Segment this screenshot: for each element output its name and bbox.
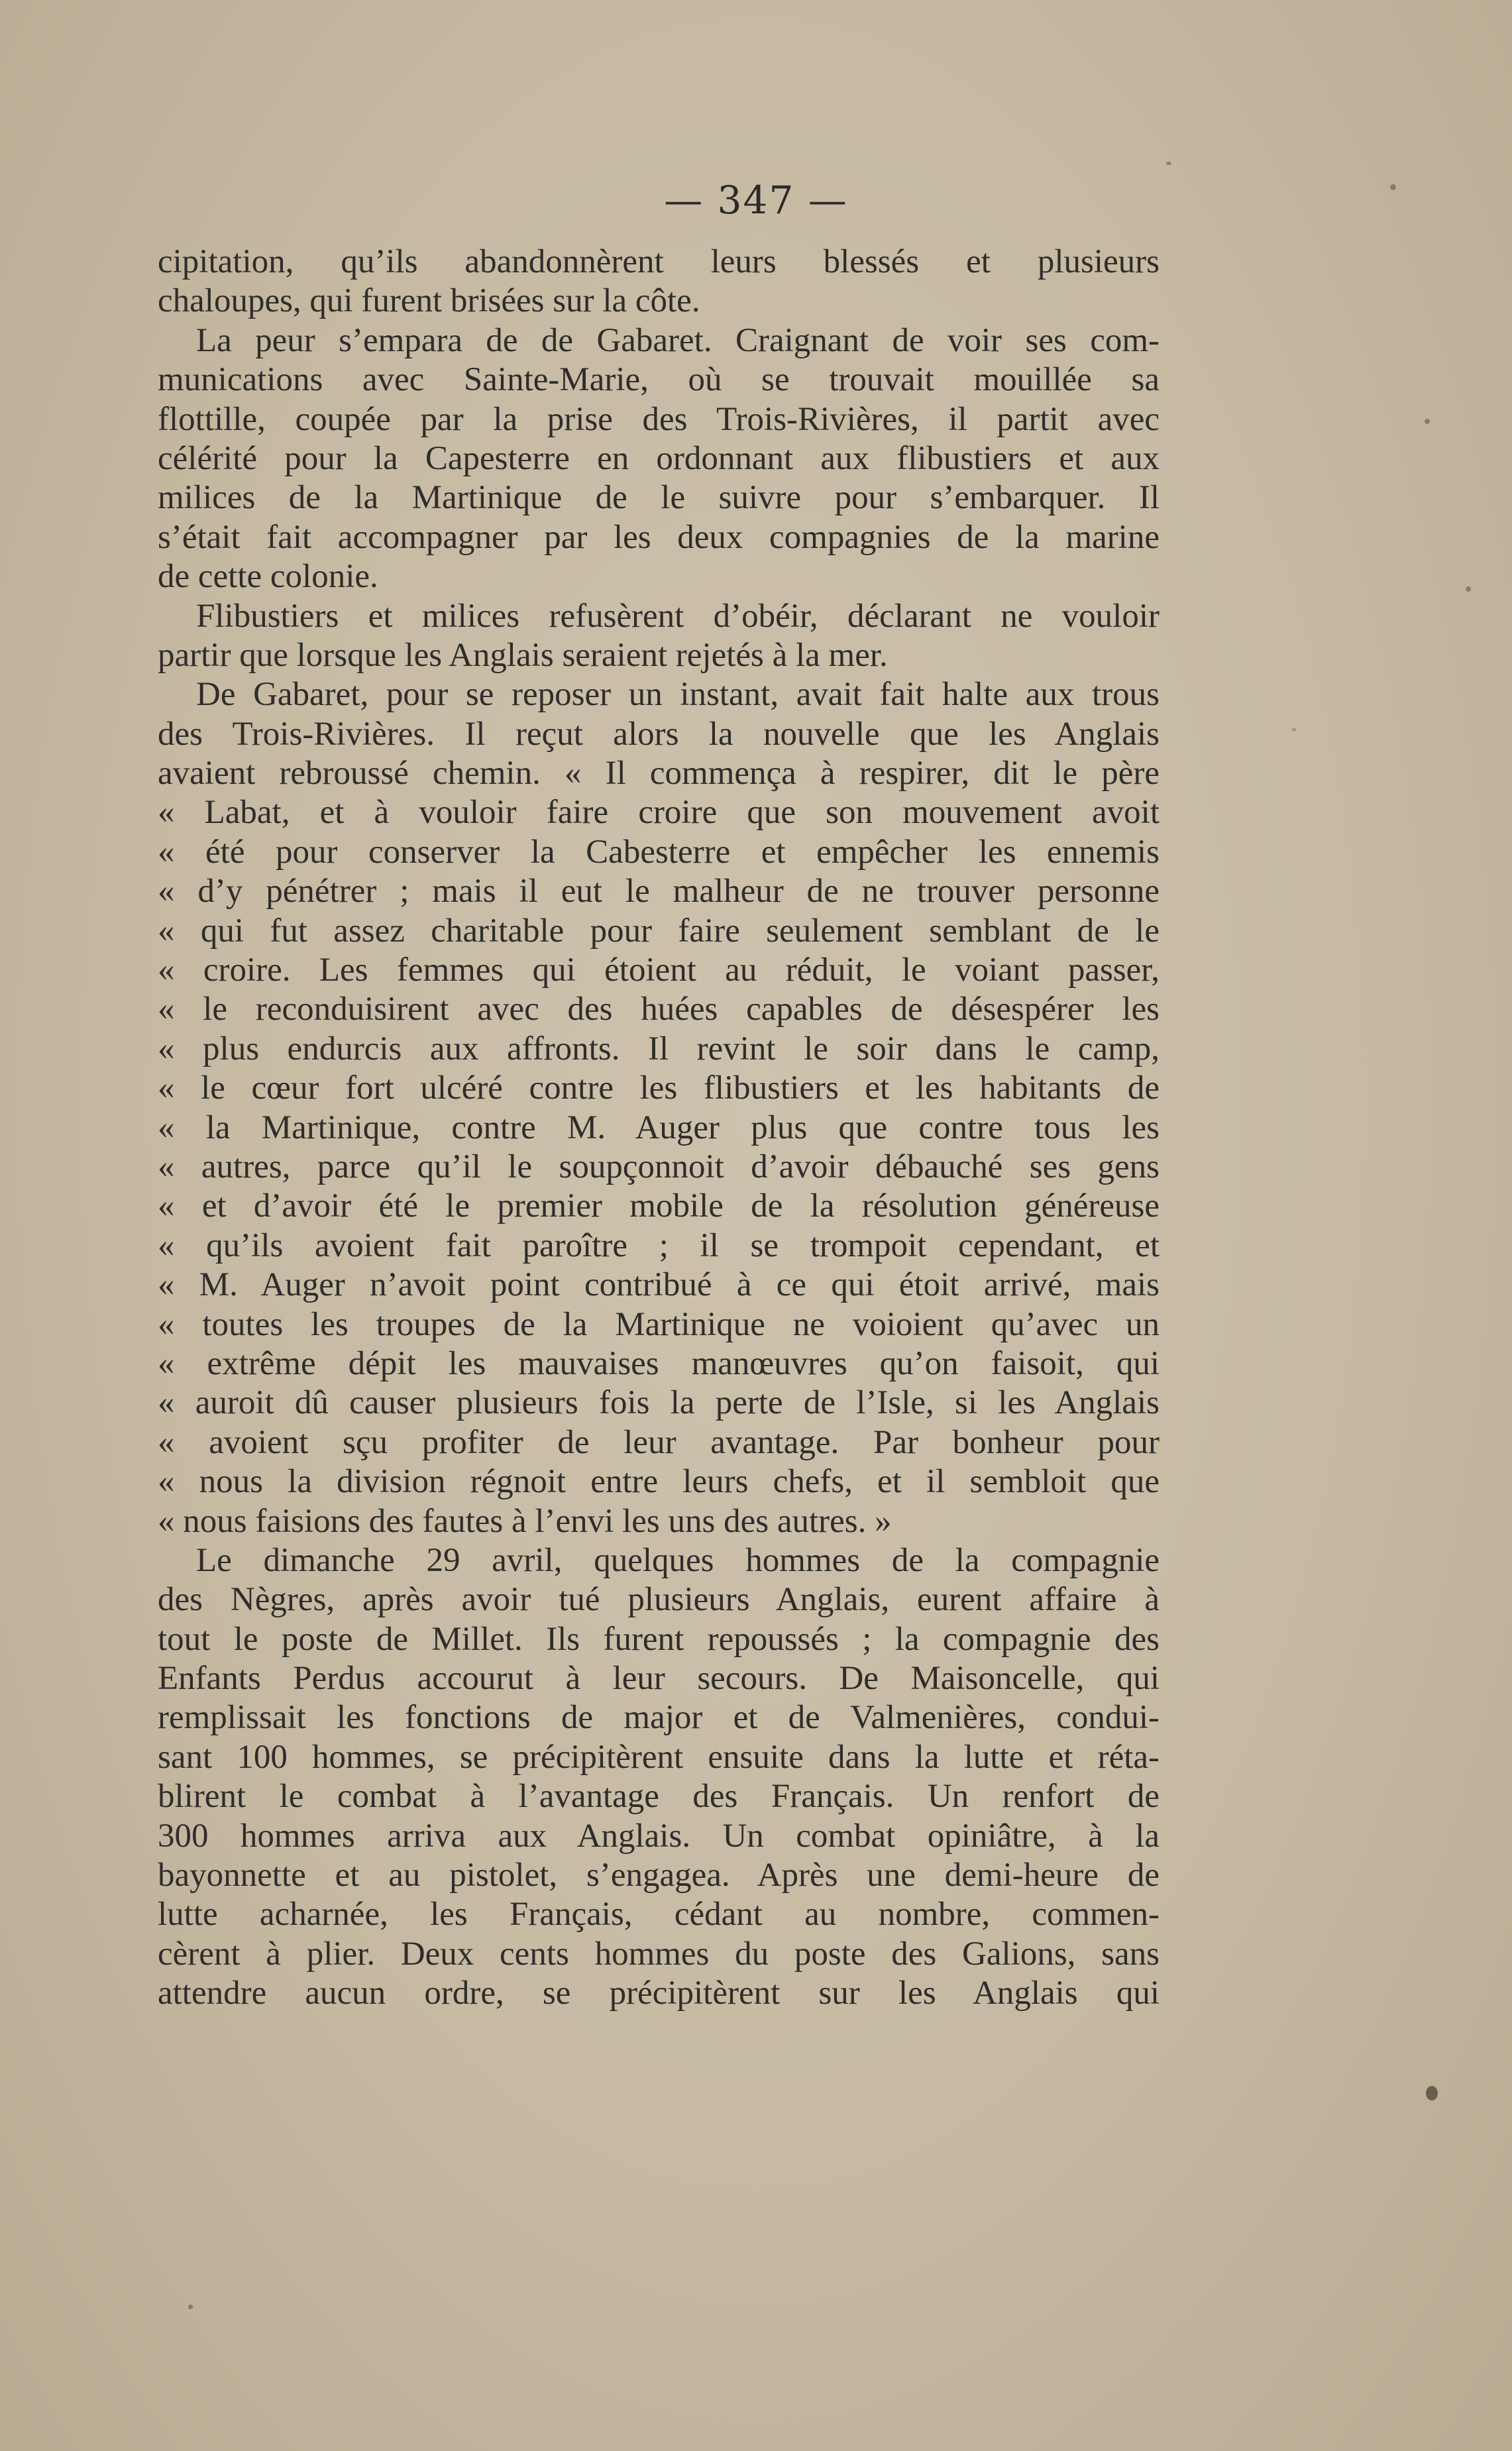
text-line: flottille, coupée par la prise des Trois-Rivières, il partit avec xyxy=(158,400,1160,438)
text-line: célérité pour la Capesterre en ordonnant aux flibustiers et aux xyxy=(158,439,1160,477)
paper-speck xyxy=(1466,586,1471,592)
text-line: avaient rebroussé chemin. « Il commença à respirer, dit le père xyxy=(158,755,1160,792)
text-line: sant 100 hommes, se précipitèrent ensuite dans la lutte et réta- xyxy=(158,1738,1160,1776)
text-line: munications avec Sainte-Marie, où se trouvait mouillée sa xyxy=(158,361,1160,399)
paper-speck xyxy=(1292,728,1296,732)
text-line: de cette colonie. xyxy=(158,558,378,596)
text-line: « plus endurcis aux affronts. Il revint le soir dans le camp, xyxy=(158,1030,1160,1067)
page-number: — 347 — xyxy=(664,178,848,223)
text-line: Enfants Perdus accourut à leur secours. De Maisoncelle, qui xyxy=(158,1660,1160,1698)
body-text xyxy=(158,243,1160,2014)
text-line: « auroit dû causer plusieurs fois la perte de l’Isle, si les Anglais xyxy=(158,1384,1160,1422)
paper-speck xyxy=(188,2305,193,2309)
text-line: des Trois-Rivières. Il reçut alors la nouvelle que les Anglais xyxy=(158,715,1160,753)
text-line: Le dimanche 29 avril, quelques hommes de la compagnie xyxy=(196,1541,1160,1579)
text-line: « été pour conserver la Cabesterre et empêcher les ennemis xyxy=(158,833,1160,871)
text-line: s’était fait accompagner par les deux compagnies de la marine xyxy=(158,518,1160,556)
text-line: cèrent à plier. Deux cents hommes du poste des Galions, sans xyxy=(158,1935,1160,1973)
paper-speck xyxy=(1166,162,1171,165)
text-line: remplissait les fonctions de major et de Valmenières, condui- xyxy=(158,1699,1160,1737)
text-line: « autres, parce qu’il le soupçonnoit d’avoir débauché ses gens xyxy=(158,1148,1160,1185)
text-line: milices de la Martinique de le suivre pour s’embarquer. Il xyxy=(158,479,1160,517)
text-line: 300 hommes arriva aux Anglais. Un combat opiniâtre, à la xyxy=(158,1817,1160,1855)
text-line: lutte acharnée, les Français, cédant au nombre, commen- xyxy=(158,1896,1160,1934)
text-line: « qu’ils avoient fait paroître ; il se trompoit cependant, et xyxy=(158,1226,1160,1264)
text-line: « qui fut assez charitable pour faire seulement semblant de le xyxy=(158,912,1160,950)
text-line: partir que lorsque les Anglais seraient rejetés à la mer. xyxy=(158,636,888,674)
text-line: attendre aucun ordre, se précipitèrent sur les Anglais qui xyxy=(158,1975,1160,2012)
text-line: des Nègres, après avoir tué plusieurs Anglais, eurent affaire à xyxy=(158,1581,1160,1619)
text-line: cipitation, qu’ils abandonnèrent leurs blessés et plusieurs xyxy=(158,243,1160,280)
text-line: « le cœur fort ulcéré contre les flibustiers et les habitants de xyxy=(158,1069,1160,1107)
text-line: chaloupes, qui furent brisées sur la côte. xyxy=(158,282,700,320)
text-line: « la Martinique, contre M. Auger plus que contre tous les xyxy=(158,1109,1160,1146)
text-line: tout le poste de Millet. Ils furent repoussés ; la compagnie des xyxy=(158,1620,1160,1658)
paper-speck xyxy=(1426,2086,1438,2100)
text-line: « Labat, et à vouloir faire croire que son mouvement avoit xyxy=(158,794,1160,832)
text-line: Flibustiers et milices refusèrent d’obéir, déclarant ne vouloir xyxy=(196,597,1160,635)
paper-speck xyxy=(1425,419,1430,424)
text-line: « d’y pénétrer ; mais il eut le malheur de ne trouver personne xyxy=(158,873,1160,910)
text-line: « nous la division régnoit entre leurs chefs, et il sembloit que xyxy=(158,1463,1160,1501)
text-line: « avoient sçu profiter de leur avantage. Par bonheur pour xyxy=(158,1423,1160,1461)
text-line: bayonnette et au pistolet, s’engagea. Après une demi-heure de xyxy=(158,1857,1160,1894)
text-line: « nous faisions des fautes à l’envi les uns des autres. » xyxy=(158,1502,892,1540)
text-line: blirent le combat à l’avantage des Français. Un renfort de xyxy=(158,1778,1160,1816)
text-line: « toutes les troupes de la Martinique ne voioient qu’avec un xyxy=(158,1305,1160,1343)
text-line: « M. Auger n’avoit point contribué à ce qui étoit arrivé, mais xyxy=(158,1266,1160,1304)
text-line: « extrême dépit les mauvaises manœuvres qu’on faisoit, qui xyxy=(158,1344,1160,1382)
text-line: « le reconduisirent avec des huées capables de désespérer les xyxy=(158,991,1160,1028)
text-line: La peur s’empara de de Gabaret. Craignant de voir ses com- xyxy=(196,321,1160,359)
text-line: De Gabaret, pour se reposer un instant, avait fait halte aux trous xyxy=(196,676,1160,714)
text-line: « et d’avoir été le premier mobile de la résolution généreuse xyxy=(158,1187,1160,1225)
text-line: « croire. Les femmes qui étoient au réduit, le voiant passer, xyxy=(158,952,1160,989)
